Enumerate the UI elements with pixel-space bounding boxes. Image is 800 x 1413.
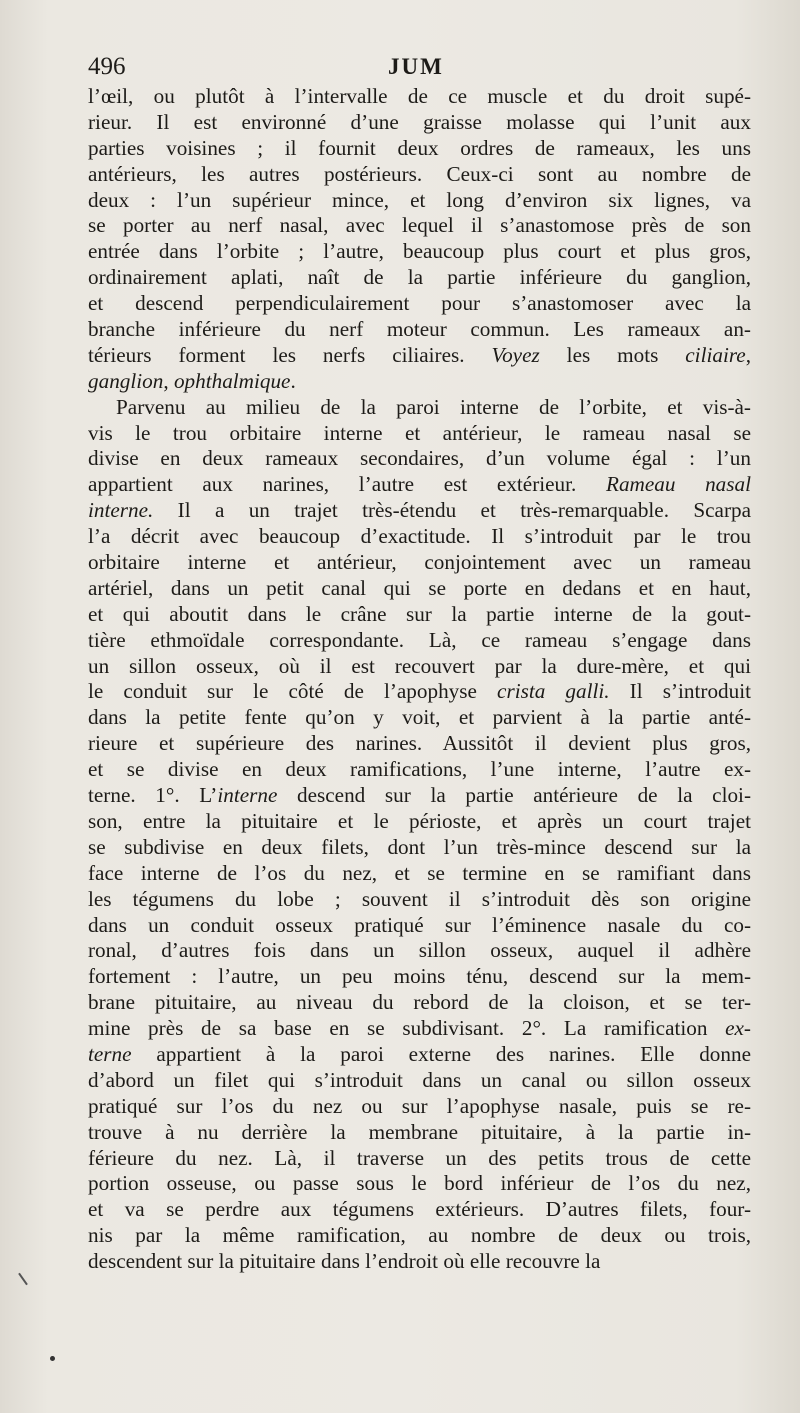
- italic-text: ophthalmique: [173, 368, 291, 393]
- text-line: [88, 1068, 751, 1094]
- text-run: ronal, d’autres fois dans un sillon osseux, auquel il adhère: [88, 938, 751, 963]
- text-run: terne. 1°. L’: [88, 783, 218, 808]
- text-run: trouve à nu derrière la membrane pituitaire, à la partie in-: [88, 1119, 751, 1144]
- italic-text: ganglion: [88, 368, 164, 393]
- text-line: [88, 369, 751, 395]
- ink-speck: [50, 1356, 55, 1361]
- text-run: .: [290, 368, 296, 393]
- text-run: parties voisines ; il fournit deux ordres de rameaux, les uns: [88, 135, 751, 160]
- text-run: brane pituitaire, au niveau du rebord de la cloison, et se ter-: [88, 990, 751, 1015]
- text-line: [88, 1120, 751, 1146]
- text-run: son, entre la pituitaire et le périoste, et après un court trajet: [88, 808, 751, 833]
- text-line: [88, 654, 751, 680]
- text-run: descend sur la partie antérieure de la cloi-: [277, 783, 751, 808]
- text-run: appartient à la paroi externe des narines. Elle donne: [131, 1041, 751, 1066]
- text-line: [88, 446, 751, 472]
- text-run: d’abord un filet qui s’introduit dans un canal ou sillon osseux: [88, 1067, 751, 1092]
- text-line: [88, 1171, 751, 1197]
- text-run: tière ethmoïdale correspondante. Là, ce rameau s’engage dans: [88, 627, 751, 652]
- text-line: [88, 136, 751, 162]
- text-line: [88, 809, 751, 835]
- text-run: Parvenu au milieu de la paroi interne de l’orbite, et vis-à-: [116, 394, 751, 419]
- ink-mark: [18, 1273, 28, 1286]
- text-line: [88, 1197, 751, 1223]
- text-run: antérieurs, les autres postérieurs. Ceux-ci sont au nombre de: [88, 161, 751, 186]
- text-run: rieur. Il est environné d’une graisse molasse qui l’unit aux: [88, 109, 751, 134]
- running-head: JUM: [388, 54, 444, 79]
- text-line: [88, 861, 751, 887]
- text-run: le conduit sur le côté de l’apophyse: [88, 679, 498, 704]
- text-line: [88, 1223, 751, 1249]
- text-run: et se divise en deux ramifications, l’une interne, l’autre ex-: [88, 757, 751, 782]
- text-line: [88, 835, 751, 861]
- text-run: deux : l’un supérieur mince, et long d’environ six lignes, va: [88, 187, 751, 212]
- body-text: [88, 84, 751, 1275]
- text-run: les tégumens du lobe ; souvent il s’introduit dès son origine: [88, 886, 751, 911]
- text-line: [88, 1016, 751, 1042]
- text-run: appartient aux narines, l’autre est extérieur.: [88, 472, 606, 497]
- italic-text: Voyez: [491, 342, 540, 367]
- text-line: [88, 938, 751, 964]
- text-run: pratiqué sur l’os du nez ou sur l’apophyse nasale, puis se re-: [88, 1093, 751, 1118]
- text-run: un sillon osseux, où il est recouvert par la dure-mère, et qui: [88, 653, 751, 678]
- text-run: portion osseuse, ou passe sous le bord inférieur de l’os du nez,: [88, 1171, 751, 1196]
- text-run: l’œil, ou plutôt à l’intervalle de ce muscle et du droit supé-: [88, 84, 751, 108]
- italic-text: ciliaire: [685, 342, 746, 367]
- text-line: [88, 1146, 751, 1172]
- text-run: rieure et supérieure des narines. Aussitôt il devient plus gros,: [88, 731, 751, 756]
- italic-text: terne: [88, 1041, 132, 1066]
- text-run: térieurs forment les nerfs ciliaires.: [88, 342, 492, 367]
- text-line: [88, 162, 751, 188]
- text-run: Il s’introduit: [609, 679, 751, 704]
- text-line: [88, 628, 751, 654]
- italic-text: Rameau nasal: [606, 472, 752, 497]
- text-line: [88, 964, 751, 990]
- text-line: [88, 110, 751, 136]
- text-run: férieure du nez. Là, il traverse un des petits trous de cette: [88, 1145, 751, 1170]
- text-run: ,: [163, 368, 174, 393]
- text-line: [88, 602, 751, 628]
- text-line: [88, 317, 751, 343]
- text-line: [88, 1249, 751, 1275]
- text-line: [88, 395, 751, 421]
- text-line: [88, 783, 751, 809]
- text-run: artériel, dans un petit canal qui se porte en dedans et en haut,: [88, 575, 751, 600]
- text-run: nis par la même ramification, au nombre de deux ou trois,: [88, 1223, 751, 1248]
- text-run: et qui aboutit dans le crâne sur la partie interne de la gout-: [88, 601, 751, 626]
- text-line: [88, 343, 751, 369]
- text-line: [88, 705, 751, 731]
- text-line: [88, 472, 751, 498]
- text-line: [88, 990, 751, 1016]
- text-line: [88, 524, 751, 550]
- text-run: face interne de l’os du nez, et se termine en se ramifiant dans: [88, 860, 751, 885]
- text-run: fortement : l’autre, un peu moins ténu, descend sur la mem-: [88, 964, 751, 989]
- italic-text: ex-: [725, 1016, 751, 1041]
- text-run: vis le trou orbitaire interne et antérieur, le rameau nasal se: [88, 420, 751, 445]
- text-run: Il a un trajet très-étendu et très-remarquable. Scarpa: [153, 498, 751, 523]
- text-run: divise en deux rameaux secondaires, d’un volume égal : l’un: [88, 446, 751, 471]
- text-run: les mots: [539, 342, 686, 367]
- text-line: [88, 498, 751, 524]
- text-run: mine près de sa base en se subdivisant. 2°. La ramification: [88, 1016, 726, 1041]
- text-run: et va se perdre aux tégumens extérieurs. D’autres filets, four-: [88, 1197, 751, 1222]
- text-line: [88, 213, 751, 239]
- text-run: et descend perpendiculairement pour s’anastomoser avec la: [88, 291, 751, 316]
- text-line: [88, 550, 751, 576]
- page-number: 496: [88, 53, 126, 80]
- text-line: [88, 1042, 751, 1068]
- page-header: [88, 50, 760, 86]
- text-line: [88, 757, 751, 783]
- text-line: [88, 84, 751, 110]
- text-run: descendent sur la pituitaire dans l’endroit où elle recouvre la: [88, 1249, 601, 1274]
- italic-text: interne.: [88, 498, 154, 523]
- text-run: se porter au nerf nasal, avec lequel il s’anastomose près de son: [88, 213, 751, 238]
- text-run: se subdivise en deux filets, dont l’un très-mince descend sur la: [88, 834, 751, 859]
- text-line: [88, 576, 751, 602]
- text-run: ,: [745, 342, 751, 367]
- text-line: [88, 291, 751, 317]
- italic-text: crista galli.: [497, 679, 610, 704]
- text-run: dans la petite fente qu’on y voit, et parvient à la partie anté-: [88, 705, 751, 730]
- text-line: [88, 1094, 751, 1120]
- text-run: ordinairement aplati, naît de la partie inférieure du ganglion,: [88, 265, 751, 290]
- text-line: [88, 731, 751, 757]
- text-line: [88, 913, 751, 939]
- text-run: l’a décrit avec beaucoup d’exactitude. Il s’introduit par le trou: [88, 524, 751, 549]
- text-line: [88, 421, 751, 447]
- text-line: [88, 679, 751, 705]
- text-run: entrée dans l’orbite ; l’autre, beaucoup plus court et plus gros,: [88, 239, 751, 264]
- text-run: dans un conduit osseux pratiqué sur l’éminence nasale du co-: [88, 912, 751, 937]
- text-line: [88, 239, 751, 265]
- text-line: [88, 265, 751, 291]
- text-line: [88, 887, 751, 913]
- text-line: [88, 188, 751, 214]
- text-run: branche inférieure du nerf moteur commun. Les rameaux an-: [88, 317, 751, 342]
- italic-text: interne: [217, 783, 278, 808]
- text-run: orbitaire interne et antérieur, conjointement avec un rameau: [88, 550, 751, 575]
